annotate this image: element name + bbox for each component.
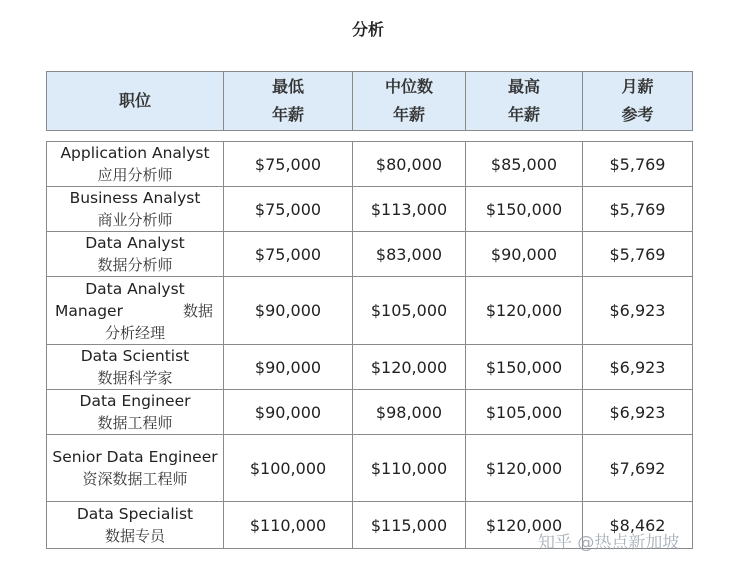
role-en-line2: Manager <box>55 301 123 320</box>
role-cell <box>47 142 224 187</box>
header-monthly-line2: 参考 <box>621 105 654 124</box>
min-salary-cell: $75,000 <box>224 232 353 277</box>
min-salary-cell: $90,000 <box>224 345 353 390</box>
header-min-line2: 年薪 <box>271 105 304 124</box>
role-en: Data Scientist <box>80 347 190 365</box>
max-salary-cell: $90,000 <box>466 232 583 277</box>
role-cell <box>47 502 224 549</box>
role-cell <box>47 277 224 345</box>
min-salary-cell: $90,000 <box>224 390 353 435</box>
role-en: Data Specialist <box>76 505 194 523</box>
header-monthly-salary <box>583 72 693 131</box>
role-cell <box>47 435 224 502</box>
monthly-salary-cell: $5,769 <box>583 187 693 232</box>
table-header-row <box>47 72 693 131</box>
table-row <box>47 277 693 345</box>
role-en: Data Analyst <box>85 234 185 252</box>
max-salary-cell: $150,000 <box>466 345 583 390</box>
header-max-line1: 最高 <box>507 77 540 96</box>
table-row <box>47 142 693 187</box>
median-salary-cell: $110,000 <box>353 435 466 502</box>
monthly-salary-cell: $6,923 <box>583 390 693 435</box>
median-salary-cell: $83,000 <box>353 232 466 277</box>
header-monthly-line1: 月薪 <box>621 77 654 96</box>
role-zh: 数据分析师 <box>97 256 173 274</box>
header-max-line2: 年薪 <box>507 105 540 124</box>
monthly-salary-cell: $8,462 <box>583 502 693 549</box>
role-cell <box>47 345 224 390</box>
table-row <box>47 390 693 435</box>
max-salary-cell: $120,000 <box>466 277 583 345</box>
max-salary-cell: $120,000 <box>466 502 583 549</box>
monthly-salary-cell: $5,769 <box>583 232 693 277</box>
header-max-salary <box>466 72 583 131</box>
header-median-salary <box>353 72 466 131</box>
role-zh: 资深数据工程师 <box>82 470 188 488</box>
page-title: 分析 <box>351 20 384 39</box>
header-min-line1: 最低 <box>271 77 304 96</box>
role-en-line1: Data Analyst <box>85 279 185 298</box>
min-salary-cell: $75,000 <box>224 187 353 232</box>
role-en: Application Analyst <box>60 144 210 162</box>
role-zh-line3: 分析经理 <box>104 323 165 342</box>
table-row <box>47 232 693 277</box>
table-row <box>47 435 693 502</box>
median-salary-cell: $120,000 <box>353 345 466 390</box>
role-en: Senior Data Engineer <box>52 448 218 466</box>
role-cell <box>47 232 224 277</box>
median-salary-cell: $98,000 <box>353 390 466 435</box>
role-zh: 应用分析师 <box>97 166 173 184</box>
table-row <box>47 345 693 390</box>
median-salary-cell: $113,000 <box>353 187 466 232</box>
role-en: Business Analyst <box>69 189 201 207</box>
min-salary-cell: $110,000 <box>224 502 353 549</box>
max-salary-cell: $120,000 <box>466 435 583 502</box>
header-min-salary <box>224 72 353 131</box>
header-median-line1: 中位数 <box>384 77 433 96</box>
header-gap <box>47 131 693 142</box>
monthly-salary-cell: $7,692 <box>583 435 693 502</box>
role-cell <box>47 390 224 435</box>
monthly-salary-cell: $6,923 <box>583 345 693 390</box>
header-median-line2: 年薪 <box>392 105 425 124</box>
role-cell <box>47 187 224 232</box>
max-salary-cell: $105,000 <box>466 390 583 435</box>
monthly-salary-cell: $5,769 <box>583 142 693 187</box>
monthly-salary-cell: $6,923 <box>583 277 693 345</box>
role-line2 <box>47 300 223 322</box>
role-zh: 数据科学家 <box>97 369 173 387</box>
min-salary-cell: $90,000 <box>224 277 353 345</box>
table-row <box>47 187 693 232</box>
salary-table <box>46 71 693 549</box>
max-salary-cell: $85,000 <box>466 142 583 187</box>
median-salary-cell: $80,000 <box>353 142 466 187</box>
role-zh-part1: 数据 <box>182 301 213 320</box>
median-salary-cell: $105,000 <box>353 277 466 345</box>
role-zh: 商业分析师 <box>97 211 173 229</box>
role-en: Data Engineer <box>79 392 191 410</box>
min-salary-cell: $75,000 <box>224 142 353 187</box>
min-salary-cell: $100,000 <box>224 435 353 502</box>
watermark-text: 知乎 @热点新加坡 <box>538 533 680 553</box>
median-salary-cell: $115,000 <box>353 502 466 549</box>
role-zh: 数据工程师 <box>97 414 173 432</box>
header-role: 职位 <box>47 72 224 131</box>
role-zh: 数据专员 <box>104 527 165 545</box>
max-salary-cell: $150,000 <box>466 187 583 232</box>
